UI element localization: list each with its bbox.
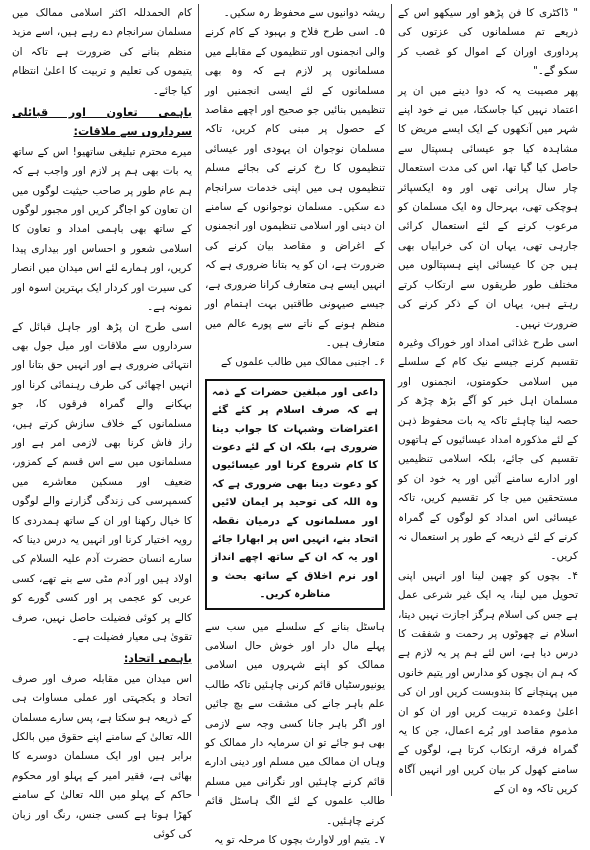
paragraph: کام الحمدللہ اکثر اسلامی ممالک میں مسلمان سرانجام دے رہے ہیں، اسے مزید منظم بنانے کی ضرورت ہے تاکہ ان یتیموں کی تعلیم و تربیت کا اعلیٰ انتظام کیا جائے۔ xyxy=(12,7,192,97)
paragraph: ۵۔ اسی طرح فلاح و بہبود کے کام کرنے والی انجمنوں اور تنظیموں کے مقابلے میں مسلمانوں پر لازم ہے کہ وہ بھی مسلمانوں کے لئے ایسی انجمنیں اور تنظیمیں بنائیں جو صحیح اور اچھے مقاصد کے حصول پر مبنی کام کریں، تاکہ مسلمان نوجوان ان یہودی اور عیسائی تنظیموں کا رخ کرنے کی بجائے مسلم تنظیموں ہی میں اپنی خدمات سرانجام دے سکیں۔ مسلمان نوجوانوں کے سامنے ان دینی اور اسلامی تنظیموں اور انجمنوں کے اغراض و مقاصد بیان کرنے کی ضرورت ہے، ان کو یہ بتانا ضروری ہے کہ انہیں ایسے ہی متعارف کرانا ضروری ہے، جیسے صیہونی طاقتیں بہت اہتمام اور منظم ہونے کے ناتے سے پورے عالم میں متعارف ہیں۔ xyxy=(205,26,385,349)
column-left xyxy=(6,4,198,841)
paragraph: ۷۔ یتیم اور لاوارث بچوں کا مرحلہ تو یہ xyxy=(214,834,385,847)
paragraph: ۶۔ اجنبی ممالک میں طالب علموں کے xyxy=(220,356,385,369)
paragraph: اسی طرح غذائی امداد اور خوراک وغیرہ تقسیم کرنے جیسے نیک کام کے سلسلے میں اسلامی حکومتوں، انجمنوں اور مسلمان اہل خیر کو آگے بڑھ چڑھ کر حصہ لینا چاہئے تاکہ یہ بات محفوظ ذہن کے لئے مذکورہ امداد عیسائیوں کے ہاتھوں تقسیم کی جائے، بلکہ اسلامی تنظیمیں اور ادارے سامنے آئیں اور یہ خود ان کو مستحقین میں جا کر تقسیم کریں، تاکہ عیسائی اس امداد کو لوگوں کے گمراہ کرنے کے لئے ذریعہ کے طور پر استعمال نہ کریں۔ xyxy=(398,336,578,563)
column-container xyxy=(6,4,584,847)
paragraph: ہاسٹل بنانے کے سلسلے میں سب سے پہلے مال دار اور خوش حال اسلامی ممالک کو اپنے شہروں میں اسلامی یونیورسٹیاں قائم کرنی چاہئیں تاکہ طالب علم باہر جانے کی مشقت سے بچ جائیں اور اگر باہر جانا کسی وجہ سے لازمی بھی ہو جائے تو ان سرمایہ دار ممالک کو وہاں ان ممالک میں مسلم اور دینی ادارے قائم کرنے چاہئیں اور نگرانی میں مسلم طالب علموں کے لئے الگ ہاسٹل قائم کرنے چاہئیں۔ xyxy=(205,620,385,827)
column-middle xyxy=(198,4,391,847)
highlight-box: داعی اور مبلغین حضرات کے ذمہ ہے کہ صرف اسلام پر کئے گئے اعتراضات وشبہات کا جواب دینا ضروری ہے، بلکہ ان کے لئے دعوت کا کام شروع کرنا اور عیسائیوں کو دعوت دینا بھی ضروری ہے کہ وہ اللہ کی توحید پر ایمان لائیں اور مسلمانوں کے درمیان نقطہ اتحاد بنے، انہیں اس پر ابھارا جائے اور یہ کہ ان کے ساتھ اچھے انداز اور نرم اخلاق کے ساتھ بحث و مناظرہ کریں۔ xyxy=(205,379,385,610)
column-right xyxy=(391,4,584,796)
paragraph: پھر مصیبت یہ کہ دوا دینے میں ان پر اعتماد نہیں کیا جاسکتا، میں نے خود اپنے شہر میں آنکھوں کے ایک ایسے مریض کا مشاہدہ کیا جو عیسائی ہسپتال سے حاصل کیا گیا تھا، اس کی مدت استعمال چار سال پرانی تھی اور وہ ایکسپائر ہوچکی تھی، بہرحال وہ ایک مسلمان کو مرعوب کرنے کے لئے استعمال کرائی جارہی تھی، یہاں ان کی خرابیاں بھی ہیں جن کا عیسائی اپنے ہسپتالوں میں مختلف طور طریقوں سے ارتکاب کرتے رہتے ہیں، یہاں ان کے ذکر کرنے کی ضرورت نہیں۔ xyxy=(398,84,578,330)
section-heading: باہمی اتحاد: xyxy=(123,652,192,666)
paragraph: ریشہ دوانیوں سے محفوظ رہ سکیں۔ xyxy=(223,7,385,19)
paragraph: اس میدان میں مقابلہ صرف اور صرف اتحاد و یکجہتی اور عملی مساوات ہی کے ذریعہ ہو سکتا ہے، پس سارے مسلمان اللہ تعالیٰ کے سامنے اپنے حقوق میں بالکل برابر ہیں اور ایک مسلمان دوسرے کا بھائی ہے، فقیر امیر کے پہلو اور محکوم حاکم کے پہلو میں اللہ تعالیٰ کے سامنے کھڑا ہوتا ہے کسی جنس، رنگ اور زبان کی کوئی xyxy=(12,672,192,841)
section-heading: باہمی تعاون اور قبائلی سرداروں سے ملاقات: xyxy=(12,106,192,139)
paragraph: میرے محترم تبلیغی ساتھیو! اس کے ساتھ یہ بات بھی ہم پر لازم اور واجب ہے کہ ہم عام طور پر صاحب حیثیت لوگوں میں ان تعاون کو اجاگر کریں اور مجبور لوگوں کے ساتھ بھی باہمی امداد و تعاون کا اسلامی شعور و احساس اور بیداری پیدا کریں، اور ہمارے لئے اس میدان میں انصار کی سیرت اور کردار ایک بہترین اسوہ اور نمونہ ہے۔ xyxy=(12,145,192,314)
paragraph: " ڈاکٹری کا فن پڑھو اور سیکھو اس کے ذریعے تم مسلمانوں کی عزتوں کی پرداوری اوران کے اموال کو غصب کر سکو گے۔" xyxy=(398,7,578,78)
paragraph: اسی طرح ان پڑھ اور جاہل قبائل کے سرداروں سے ملاقات اور میل جول بھی انتہائی ضروری ہے اور انہیں حق بتانا اور انہیں اچھائی کی طرف رہنمائی کرنا اور بہکانے والے گمراہ فرقوں کا، جو مسلمانوں کے خلاف سازش کرتے ہیں، راز فاش کرنا بھی لازمی امر ہے اور مسلمانوں میں سے اس قسم کے کمزور، ضعیف اور مسکین معاشرے میں کسمپرسی کی زندگی گزارنے والے لوگوں کا خیال رکھنا اور ان کے ساتھ ہمدردی کا رویہ اختیار کرنا اور انہیں یہ درس دینا کہ سارے انسان حضرت آدم علیہ السلام کی اولاد ہیں اور آدم مٹی سے بنے تھے، کسی عربی کو عجمی پر اور کسی گورے کو کالے پر کوئی فضیلت حاصل نہیں، صرف تقویٰ ہی معیار فضیلت ہے۔ xyxy=(12,320,192,643)
paragraph: ۴۔ بچوں کو چھین لینا اور انہیں اپنی تحویل میں لینا، یہ ایک غیر شرعی عمل ہے جس کی اسلام ہرگز اجازت نہیں دیتا، اسلام نے چھوٹوں پر رحمت و شفقت کا درس دیا ہے، اس لئے ہم پر یہ لازم ہے کہ ہم ان بچوں کو مدارس اور یتیم خانوں میں پہنچانے کا بندوبست کریں اور ان کی اعلیٰ وعمدہ تربیت کریں اور ان کو ان مذموم مقاصد اور بُرے اعمال، جن کا یہ گمراہ فرقہ ارتکاب کرتا ہے، لوگوں کے سامنے کھول کر بیان کریں اور انہیں آگاہ کریں تاکہ وہ ان کے xyxy=(398,569,578,796)
